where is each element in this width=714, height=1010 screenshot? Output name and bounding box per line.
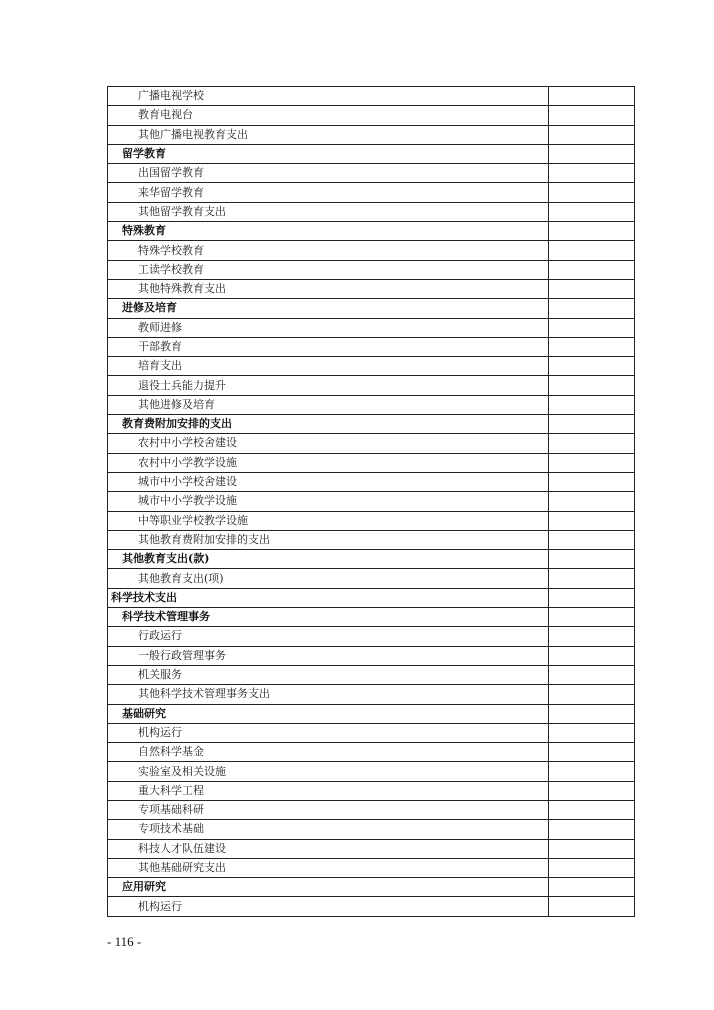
table-row <box>108 125 635 144</box>
row-label: 中等职业学校教学设施 <box>108 511 549 530</box>
row-value-cell <box>549 106 635 125</box>
row-value-cell <box>549 357 635 376</box>
row-label: 城市中小学教学设施 <box>108 492 549 511</box>
row-label: 城市中小学校舍建设 <box>108 472 549 491</box>
row-value-cell <box>549 839 635 858</box>
row-value-cell <box>549 87 635 106</box>
table-row <box>108 222 635 241</box>
row-value-cell <box>549 453 635 472</box>
table-body <box>108 87 635 917</box>
row-value-cell <box>549 820 635 839</box>
row-value-cell <box>549 222 635 241</box>
row-label: 其他教育费附加安排的支出 <box>108 530 549 549</box>
table-row <box>108 279 635 298</box>
table-row <box>108 569 635 588</box>
page-number: - 116 - <box>107 934 142 949</box>
row-value-cell <box>549 125 635 144</box>
row-label: 留学教育 <box>108 144 549 163</box>
table-row <box>108 87 635 106</box>
row-value-cell <box>549 337 635 356</box>
row-value-cell <box>549 164 635 183</box>
row-label: 专项基础科研 <box>108 800 549 819</box>
row-value-cell <box>549 202 635 221</box>
row-label: 其他进修及培育 <box>108 395 549 414</box>
row-label: 其他教育支出(项) <box>108 569 549 588</box>
table-row <box>108 164 635 183</box>
row-label: 机关服务 <box>108 665 549 684</box>
row-value-cell <box>549 743 635 762</box>
row-value-cell <box>549 646 635 665</box>
row-label: 进修及培育 <box>108 299 549 318</box>
row-label: 专项技术基础 <box>108 820 549 839</box>
table-row <box>108 820 635 839</box>
row-label: 特殊教育 <box>108 222 549 241</box>
row-value-cell <box>549 299 635 318</box>
row-value-cell <box>549 492 635 511</box>
row-value-cell <box>549 685 635 704</box>
table-row <box>108 337 635 356</box>
row-label: 基础研究 <box>108 704 549 723</box>
row-label: 教师进修 <box>108 318 549 337</box>
row-value-cell <box>549 260 635 279</box>
table-row <box>108 183 635 202</box>
table-row <box>108 762 635 781</box>
table-row <box>108 685 635 704</box>
row-value-cell <box>549 723 635 742</box>
table-row <box>108 376 635 395</box>
table-row <box>108 897 635 916</box>
table-row <box>108 608 635 627</box>
row-value-cell <box>549 550 635 569</box>
table-row <box>108 781 635 800</box>
table-row <box>108 878 635 897</box>
row-value-cell <box>549 376 635 395</box>
row-label: 科技人才队伍建设 <box>108 839 549 858</box>
row-label: 出国留学教育 <box>108 164 549 183</box>
table-row <box>108 318 635 337</box>
table-row <box>108 530 635 549</box>
row-label: 退役士兵能力提升 <box>108 376 549 395</box>
row-label: 其他特殊教育支出 <box>108 279 549 298</box>
table-row <box>108 627 635 646</box>
row-label: 教育电视台 <box>108 106 549 125</box>
table-row <box>108 434 635 453</box>
row-value-cell <box>549 279 635 298</box>
row-value-cell <box>549 762 635 781</box>
table-row <box>108 202 635 221</box>
row-value-cell <box>549 897 635 916</box>
row-value-cell <box>549 318 635 337</box>
table-row <box>108 492 635 511</box>
row-label: 其他基础研究支出 <box>108 858 549 877</box>
row-label: 行政运行 <box>108 627 549 646</box>
row-label: 来华留学教育 <box>108 183 549 202</box>
row-label: 一般行政管理事务 <box>108 646 549 665</box>
row-label: 其他科学技术管理事务支出 <box>108 685 549 704</box>
table-row <box>108 550 635 569</box>
row-label: 农村中小学教学设施 <box>108 453 549 472</box>
row-value-cell <box>549 395 635 414</box>
row-label: 科学技术管理事务 <box>108 608 549 627</box>
table-row <box>108 858 635 877</box>
table-row <box>108 646 635 665</box>
table-row <box>108 299 635 318</box>
table-row <box>108 106 635 125</box>
row-label: 科学技术支出 <box>108 588 549 607</box>
row-value-cell <box>549 588 635 607</box>
row-label: 其他教育支出(款) <box>108 550 549 569</box>
row-value-cell <box>549 530 635 549</box>
row-value-cell <box>549 415 635 434</box>
row-label: 特殊学校教育 <box>108 241 549 260</box>
row-label: 应用研究 <box>108 878 549 897</box>
table-row <box>108 453 635 472</box>
row-label: 其他留学教育支出 <box>108 202 549 221</box>
row-value-cell <box>549 781 635 800</box>
row-label: 教育费附加安排的支出 <box>108 415 549 434</box>
table-row <box>108 395 635 414</box>
table-row <box>108 241 635 260</box>
row-value-cell <box>549 183 635 202</box>
row-value-cell <box>549 665 635 684</box>
row-label: 农村中小学校舍建设 <box>108 434 549 453</box>
table-row <box>108 839 635 858</box>
row-label: 实验室及相关设施 <box>108 762 549 781</box>
row-value-cell <box>549 704 635 723</box>
row-value-cell <box>549 472 635 491</box>
table-row <box>108 665 635 684</box>
row-value-cell <box>549 241 635 260</box>
budget-table <box>107 86 635 917</box>
table-row <box>108 415 635 434</box>
row-label: 机构运行 <box>108 723 549 742</box>
table-row <box>108 800 635 819</box>
row-value-cell <box>549 878 635 897</box>
table-row <box>108 472 635 491</box>
row-label: 自然科学基金 <box>108 743 549 762</box>
row-label: 广播电视学校 <box>108 87 549 106</box>
row-label: 重大科学工程 <box>108 781 549 800</box>
table-row <box>108 588 635 607</box>
row-value-cell <box>549 511 635 530</box>
table-row <box>108 704 635 723</box>
table-row <box>108 743 635 762</box>
table-row <box>108 144 635 163</box>
row-label: 工读学校教育 <box>108 260 549 279</box>
row-label: 培育支出 <box>108 357 549 376</box>
row-label: 机构运行 <box>108 897 549 916</box>
row-value-cell <box>549 800 635 819</box>
row-value-cell <box>549 858 635 877</box>
row-label: 其他广播电视教育支出 <box>108 125 549 144</box>
row-value-cell <box>549 144 635 163</box>
row-value-cell <box>549 434 635 453</box>
row-value-cell <box>549 608 635 627</box>
table-row <box>108 260 635 279</box>
table-row <box>108 357 635 376</box>
row-value-cell <box>549 627 635 646</box>
table-row <box>108 723 635 742</box>
row-label: 干部教育 <box>108 337 549 356</box>
table-row <box>108 511 635 530</box>
row-value-cell <box>549 569 635 588</box>
